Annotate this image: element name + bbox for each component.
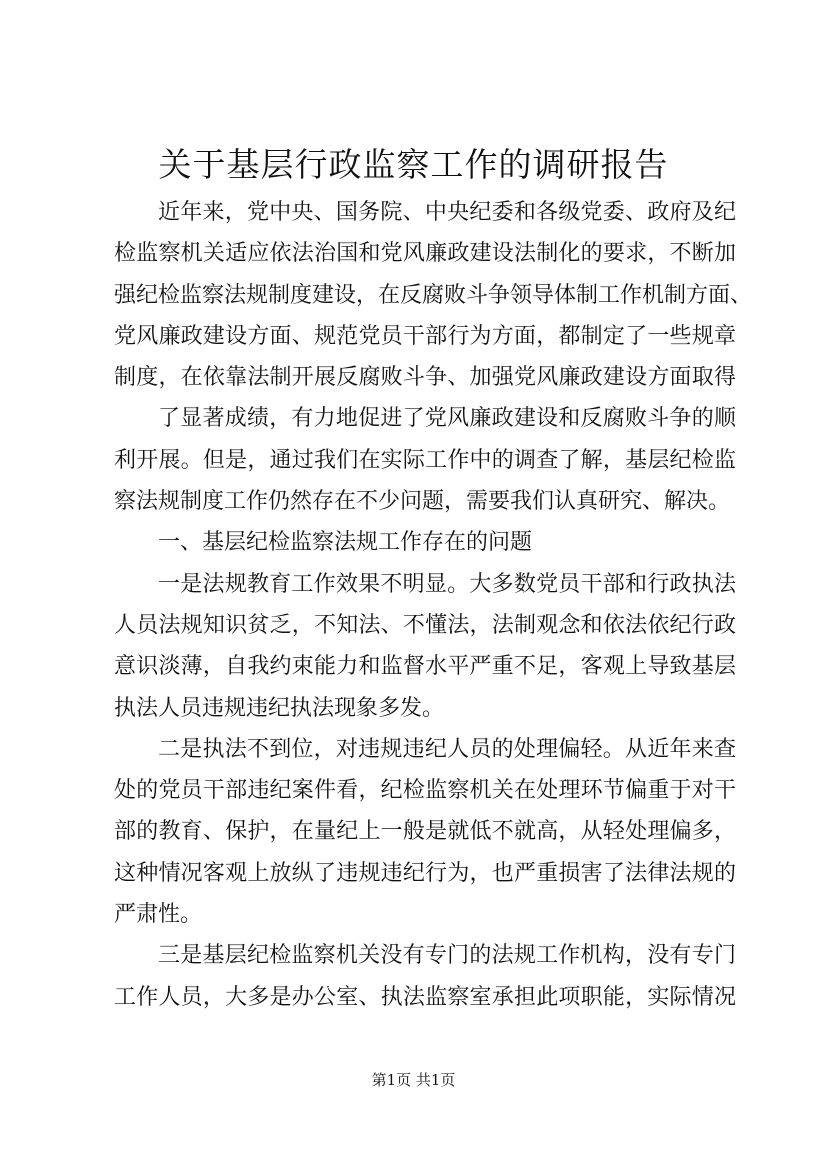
paragraph-line: 人员法规知识贫乏，不知法、不懂法，法制观念和依法依纪行政 [114,612,736,638]
paragraph-line: 二是执法不到位，对违规违纪人员的处理偏轻。从近年来查 [158,736,736,762]
paragraph-line: 党风廉政建设方面、规范党员干部行为方面，都制定了一些规章 [114,323,736,349]
paragraph-line: 利开展。但是，通过我们在实际工作中的调查了解，基层纪检监 [114,447,736,473]
paragraph-line: 察法规制度工作仍然存在不少问题，需要我们认真研究、解决。 [114,489,731,515]
paragraph-line: 执法人员违规违纪执法现象多发。 [114,695,445,721]
paragraph-line: 意识淡薄，自我约束能力和监督水平严重不足，客观上导致基层 [114,654,736,680]
paragraph-line: 三是基层纪检监察机关没有专门的法规工作机构，没有专门 [158,943,736,969]
paragraph-line: 近年来，党中央、国务院、中央纪委和各级党委、政府及纪 [158,200,736,225]
page-number-footer: 第1页 共1页 [371,1071,456,1089]
paragraph-line: 了显著成绩，有力地促进了党风廉政建设和反腐败斗争的顺 [158,406,736,432]
paragraph-line: 处的党员干部违纪案件看，纪检监察机关在处理环节偏重于对干 [114,778,736,804]
paragraph-line: 检监察机关适应依法治国和党风廉政建设法制化的要求，不断加 [114,241,736,267]
section-heading: 一、基层纪检监察法规工作存在的问题 [158,530,533,556]
document-title: 关于基层行政监察工作的调研报告 [158,145,669,184]
paragraph-line: 严肃性。 [114,902,203,928]
paragraph-line: 强纪检监察法规制度建设，在反腐败斗争领导体制工作机制方面、 [114,282,753,308]
paragraph-line: 部的教育、保护，在量纪上一般是就低不就高，从轻处理偏多， [114,819,736,845]
paragraph-line: 这种情况客观上放纵了违规违纪行为，也严重损害了法律法规的 [114,860,736,886]
paragraph-line: 一是法规教育工作效果不明显。大多数党员干部和行政执法 [158,571,736,597]
paragraph-line: 工作人员，大多是办公室、执法监察室承担此项职能，实际情况 [114,984,736,1010]
paragraph-line: 制度，在依靠法制开展反腐败斗争、加强党风廉政建设方面取得 [114,365,736,391]
document-body [114,192,753,1018]
